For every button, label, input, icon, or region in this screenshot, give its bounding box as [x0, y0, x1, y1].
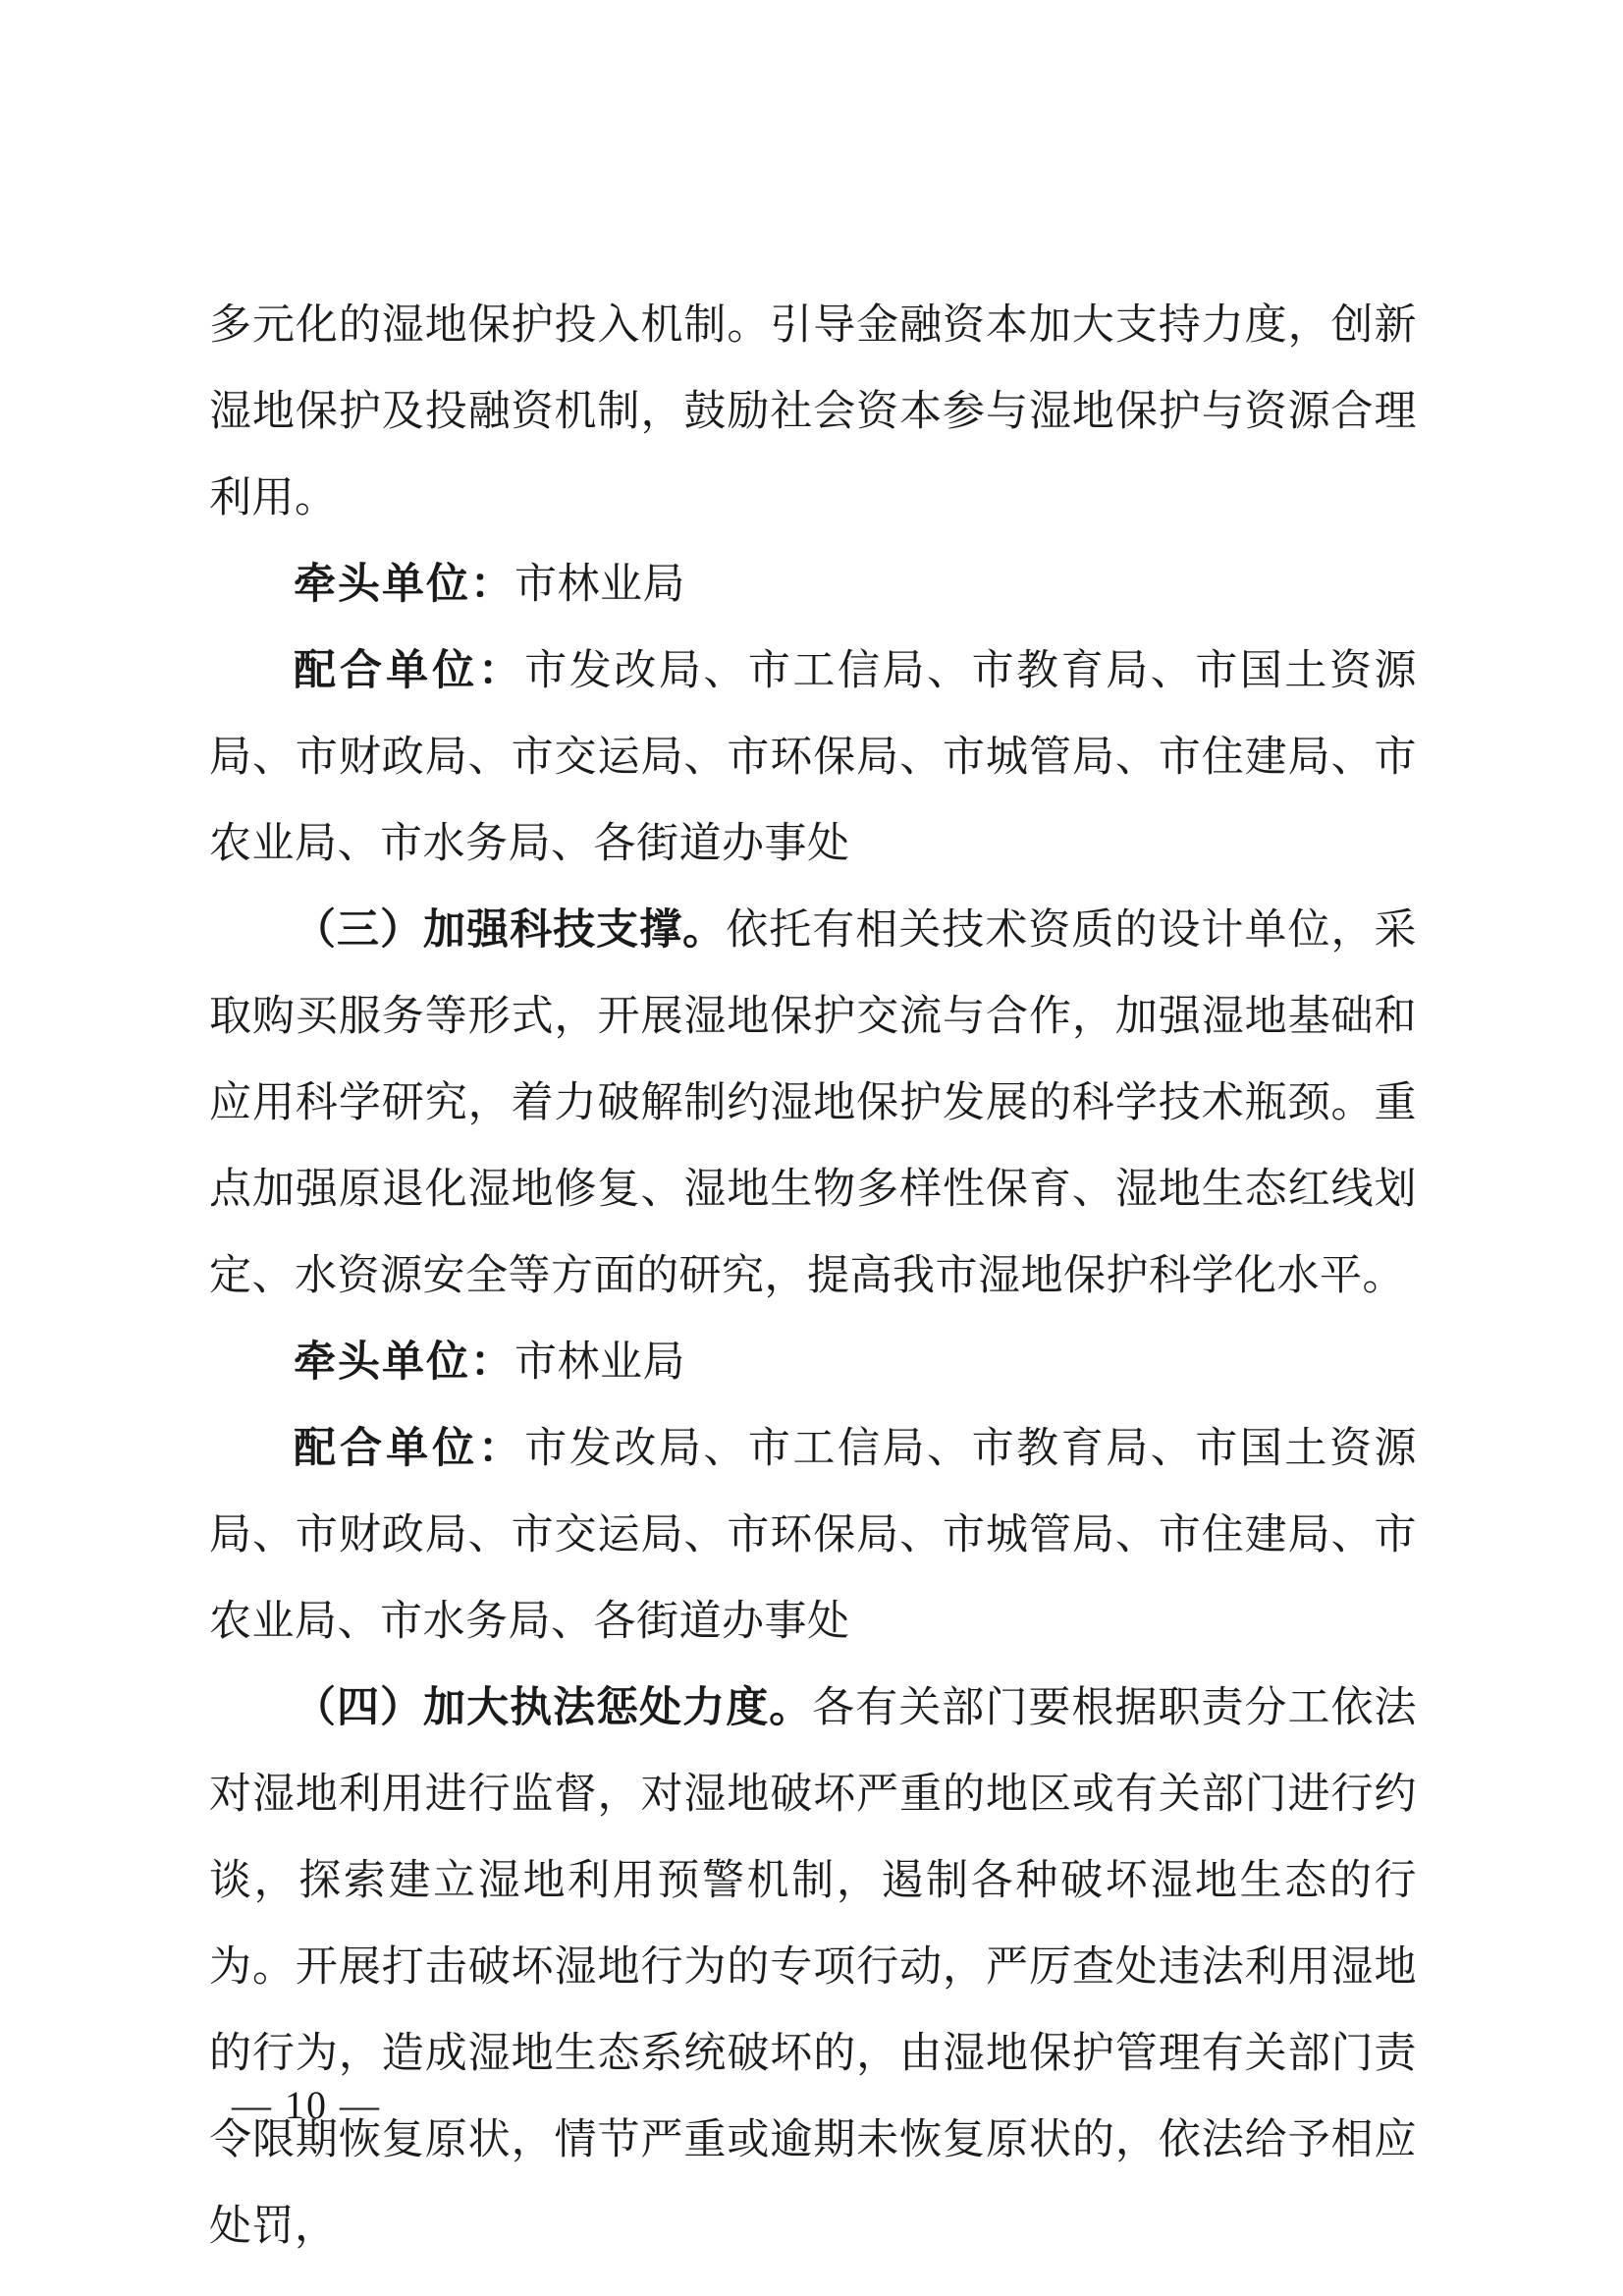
paragraph-section-four [209, 1666, 1417, 2270]
lead-unit-label-2: 牵头单位： [294, 1339, 514, 1386]
paragraph-text: 多元化的湿地保护投入机制。引导金融资本加大支持力度，创新湿地保护及投融资机制，鼓励社会资本参与湿地保护与资源合理利用。 [209, 302, 1417, 521]
paragraph-support-units-1 [209, 629, 1417, 888]
section-four-text: 各有关部门要根据职责分工依法对湿地利用进行监督，对湿地破坏严重的地区或有关部门进行约谈，探索建立湿地利用预警机制，遏制各种破坏湿地生态的行为。开展打击破坏湿地行为的专项行动，严厉查处违法利用湿地的行为，造成湿地生态系统破坏的，由湿地保护管理有关部门责令限期恢复原状，情节严重或逾期未恢复原状的，依法给予相应处罚， [209, 1685, 1418, 2250]
section-three-heading: （三）加强科技支撑。 [294, 907, 727, 954]
section-four-heading: （四）加大执法惩处力度。 [294, 1685, 813, 1731]
lead-unit-value-1: 市林业局 [514, 562, 685, 608]
paragraph-support-units-2 [209, 1406, 1417, 1666]
lead-unit-label-1: 牵头单位： [294, 562, 514, 608]
support-units-label-1: 配合单位： [294, 648, 525, 694]
paragraph-funding-continued [209, 283, 1417, 542]
document-body [209, 283, 1417, 2270]
lead-unit-value-2: 市林业局 [514, 1339, 685, 1386]
paragraph-lead-unit-1 [209, 542, 1417, 629]
support-units-value-2: 市发改局、市工信局、市教育局、市国土资源局、市财政局、市交运局、市环保局、市城管局、市住建局、市农业局、市水务局、各街道办事处 [209, 1426, 1418, 1645]
support-units-value-1: 市发改局、市工信局、市教育局、市国土资源局、市财政局、市交运局、市环保局、市城管局、市住建局、市农业局、市水务局、各街道办事处 [209, 648, 1418, 867]
page-number: — 10 — [232, 2083, 381, 2127]
support-units-label-2: 配合单位： [294, 1426, 525, 1472]
paragraph-lead-unit-2 [209, 1320, 1417, 1406]
paragraph-section-three [209, 888, 1417, 1320]
section-three-text: 依托有相关技术资质的设计单位，采取购买服务等形式，开展湿地保护交流与合作，加强湿地基础和应用科学研究，着力破解制约湿地保护发展的科学技术瓶颈。重点加强原退化湿地修复、湿地生物多样性保育、湿地生态红线划定、水资源安全等方面的研究，提高我市湿地保护科学化水平。 [209, 907, 1418, 1299]
